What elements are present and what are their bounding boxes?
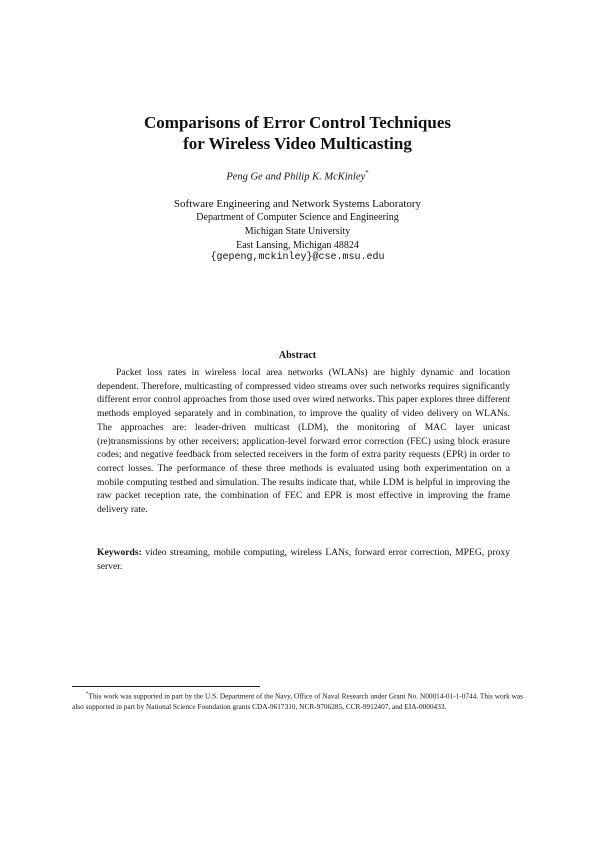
- address: East Lansing, Michigan 48824: [236, 240, 359, 251]
- keywords: [97, 546, 510, 573]
- title-line-2: for Wireless Video Multicasting: [183, 134, 412, 153]
- author-email: {gepeng,mckinley}@cse.msu.edu: [210, 252, 385, 263]
- footnote-text: This work was supported in part by the U.S. Department of the Navy, Office of Naval Research under Grant No. N00014-01-1-0744. This work was also supported in part by National Science Foundation grants CDA-9617310, NCR-9706285, CCR-9912407, and EIA-0000433.: [72, 691, 523, 712]
- paper-title: [0, 112, 595, 154]
- author-footnote-mark: *: [365, 169, 369, 177]
- university: Michigan State University: [244, 226, 351, 237]
- affiliation: [0, 211, 595, 253]
- footnote-mark: *: [86, 692, 89, 697]
- footnote-rule: [72, 686, 260, 687]
- keywords-label: Keywords:: [97, 547, 142, 558]
- footnote: [72, 689, 523, 712]
- keywords-text: video streaming, mobile computing, wireless LANs, forward error correction, MPEG, proxy server.: [97, 547, 510, 572]
- title-line-1: Comparisons of Error Control Techniques: [144, 113, 451, 132]
- department: Department of Computer Science and Engineering: [196, 212, 399, 223]
- abstract-text: Packet loss rates in wireless local area networks (WLANs) are highly dynamic and location dependent. Therefore, multicasting of compressed video streams over such networks requires significantly different error control approaches from those used over wired networks. This paper explores three different methods employed separately and in combination, to improve the quality of video delivery on WLANs. The approaches are: leader-driven multicast (LDM), the monitoring of MAC layer unicast (re)transmissions by other receivers; application-level forward error correction (FEC) using block erasure codes; and negative feedback from selected receivers in the form of extra parity requests (EPR) in order to correct losses. The performance of these three methods is evaluated using both experimentation on a mobile computing testbed and simulation. The results indicate that, while LDM is helpful in improving the raw packet reception rate, the combination of FEC and EPR is most effective in improving the frame delivery rate.: [97, 367, 510, 516]
- abstract-heading: Abstract: [278, 350, 317, 361]
- lab-name: Software Engineering and Network Systems Laboratory: [173, 198, 422, 210]
- author-line: [0, 169, 595, 183]
- author-names: Peng Ge and Philip K. McKinley: [226, 171, 366, 183]
